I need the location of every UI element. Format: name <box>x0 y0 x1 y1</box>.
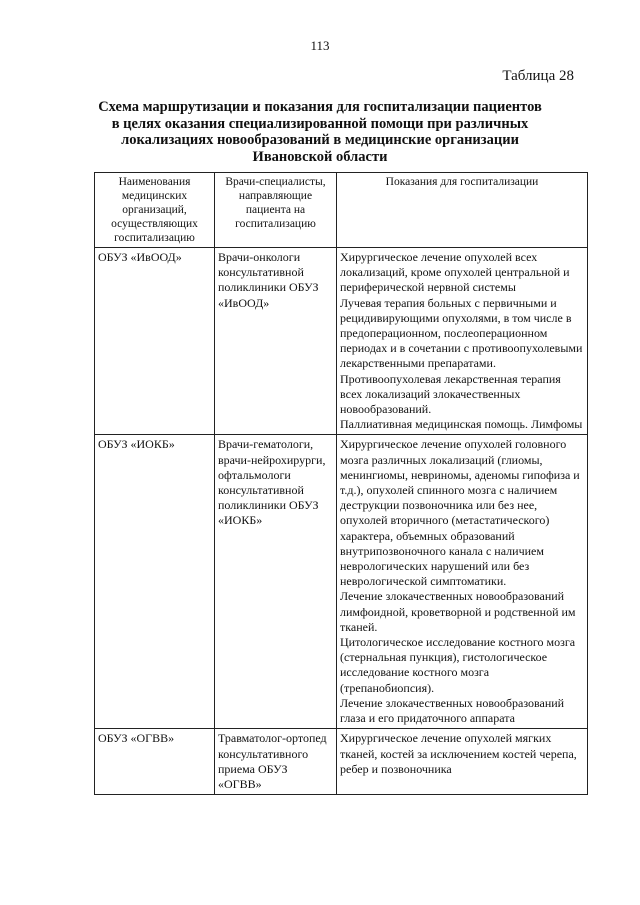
indication-item: Хирургическое лечение опухолей головного мозга различных локализаций (глиомы, менингиомы, невриномы, аденомы гипофиза и т.д.), опухолей спинного мозга с наличием деструкции позвоночника или без нее, опухолей вторичного (метастатического) характера, объемных образований внутрипозвоночного канала с наличием неврологических нарушений или без неврологической симптоматики. <box>340 437 580 589</box>
indication-item: Цитологическое исследование костного мозга (стернальная пункция), гистологическое исследование костного мозга (трепанобиопсия). <box>340 635 576 695</box>
cell-indications <box>337 435 588 729</box>
cell-indications <box>337 248 588 435</box>
table-label: Таблица 28 <box>502 68 574 84</box>
title-line: локализациях новообразований в медицинские организации <box>121 132 519 148</box>
cell-specialists: Врачи-гематологи, врачи-нейрохирурги, офтальмологи консультативной поликлиники ОБУЗ «ИОКБ» <box>215 435 337 729</box>
cell-organization: ОБУЗ «ОГВВ» <box>95 729 215 795</box>
indication-item: Противоопухолевая лекарственная терапия всех локализаций злокачественных новообразований. <box>340 371 561 417</box>
header-indications: Показания для госпитализации <box>337 173 588 248</box>
table-row <box>95 729 588 795</box>
page-number: 113 <box>310 38 330 53</box>
cell-specialists: Травматолог-ортопед консультативного приема ОБУЗ «ОГВВ» <box>215 729 337 795</box>
cell-organization: ОБУЗ «ИОКБ» <box>95 435 215 729</box>
indication-item: Хирургическое лечение опухолей мягких тканей, костей за исключением костей черепа, ребер и позвоночника <box>340 731 577 776</box>
indication-item: Лечение злокачественных новообразований глаза и его придаточного аппарата <box>340 695 565 726</box>
header-specialists: Врачи-специалисты, направляющие пациента на госпитализацию <box>215 173 337 248</box>
indication-item: Лучевая терапия больных с первичными и рецидивирующими опухолями, в том числе в предоперационном, послеоперационном периодах и в сочетании с противоопухолевыми лекарственными препаратами. <box>340 295 583 371</box>
table-header-row <box>95 173 588 248</box>
title-line: Схема маршрутизации и показания для госпитализации пациентов <box>98 99 542 115</box>
indication-item: Паллиативная медицинская помощь. Лимфомы <box>340 417 583 432</box>
table-row <box>95 435 588 729</box>
cell-specialists: Врачи-онкологи консультативной поликлиники ОБУЗ «ИвООД» <box>215 248 337 435</box>
table-row <box>95 248 588 435</box>
document-title <box>80 99 560 165</box>
cell-organization: ОБУЗ «ИвООД» <box>95 248 215 435</box>
routing-table <box>94 172 588 795</box>
header-organization: Наименования медицинских организаций, осуществляющих госпитализацию <box>95 173 215 248</box>
indication-item: Лечение злокачественных новообразований лимфоидной, кроветворной и родственной им тканей. <box>340 589 576 634</box>
title-line: Ивановской области <box>252 148 388 165</box>
cell-indications <box>337 729 588 795</box>
indication-item: Хирургическое лечение опухолей всех локализаций, кроме опухолей центральной и периферической нервной системы <box>340 250 570 295</box>
title-line: в целях оказания специализированной помощи при различных <box>111 115 529 132</box>
